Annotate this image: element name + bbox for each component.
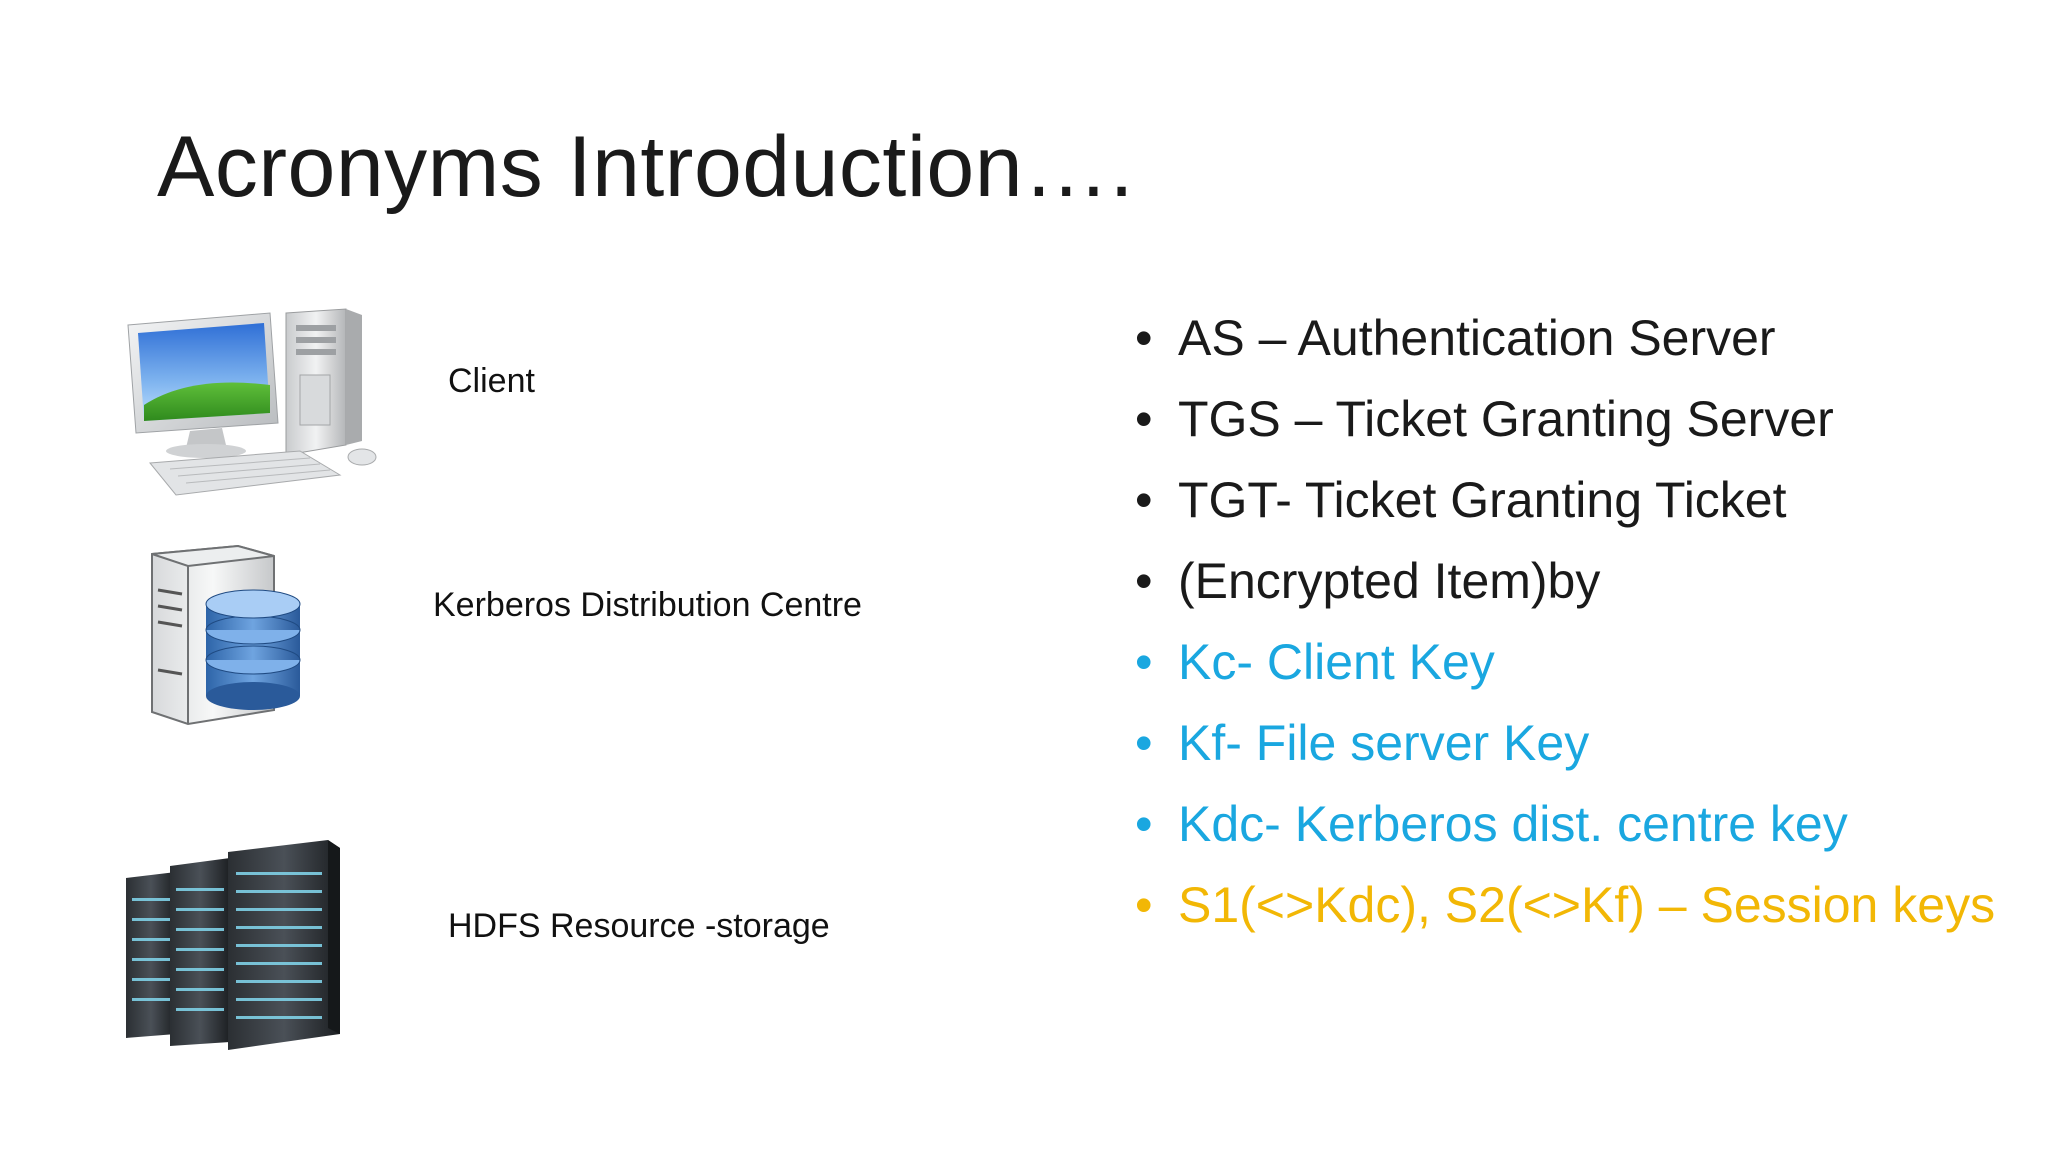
bullet-icon: • bbox=[1135, 391, 1153, 447]
bullet-text: AS – Authentication Server bbox=[1178, 310, 1776, 366]
bullet-icon: • bbox=[1135, 877, 1153, 933]
bullet-icon: • bbox=[1135, 796, 1153, 852]
bullet-icon: • bbox=[1135, 472, 1153, 528]
desktop-computer-icon bbox=[110, 305, 392, 510]
bullet-text: Kdc- Kerberos dist. centre key bbox=[1178, 796, 1848, 852]
bullet-text: Kf- File server Key bbox=[1178, 715, 1590, 771]
bullet-text: TGS – Ticket Granting Server bbox=[1178, 391, 1834, 447]
bullet-text: TGT- Ticket Granting Ticket bbox=[1178, 472, 1787, 528]
list-item bbox=[1135, 389, 2015, 450]
bullet-icon: • bbox=[1135, 715, 1153, 771]
acronym-list bbox=[1135, 308, 2015, 956]
bullet-text: S1(<>Kdc), S2(<>Kf) – Session keys bbox=[1178, 877, 1996, 933]
bullet-icon: • bbox=[1135, 634, 1153, 690]
list-item bbox=[1135, 713, 2015, 774]
bullet-text: Kc- Client Key bbox=[1178, 634, 1495, 690]
list-item bbox=[1135, 470, 2015, 531]
hdfs-label: HDFS Resource -storage bbox=[448, 907, 830, 945]
server-rack-icon bbox=[118, 838, 356, 1053]
slide-title: Acronyms Introduction…. bbox=[157, 119, 1134, 215]
list-item bbox=[1135, 794, 2015, 855]
bullet-text: (Encrypted Item)by bbox=[1178, 553, 1601, 609]
database-server-icon bbox=[140, 540, 308, 732]
bullet-icon: • bbox=[1135, 310, 1153, 366]
list-item bbox=[1135, 308, 2015, 369]
list-item bbox=[1135, 632, 2015, 693]
kdc-label: Kerberos Distribution Centre bbox=[433, 586, 862, 624]
list-item bbox=[1135, 875, 2015, 936]
list-item bbox=[1135, 551, 2015, 612]
client-label: Client bbox=[448, 362, 535, 400]
bullet-icon: • bbox=[1135, 553, 1153, 609]
